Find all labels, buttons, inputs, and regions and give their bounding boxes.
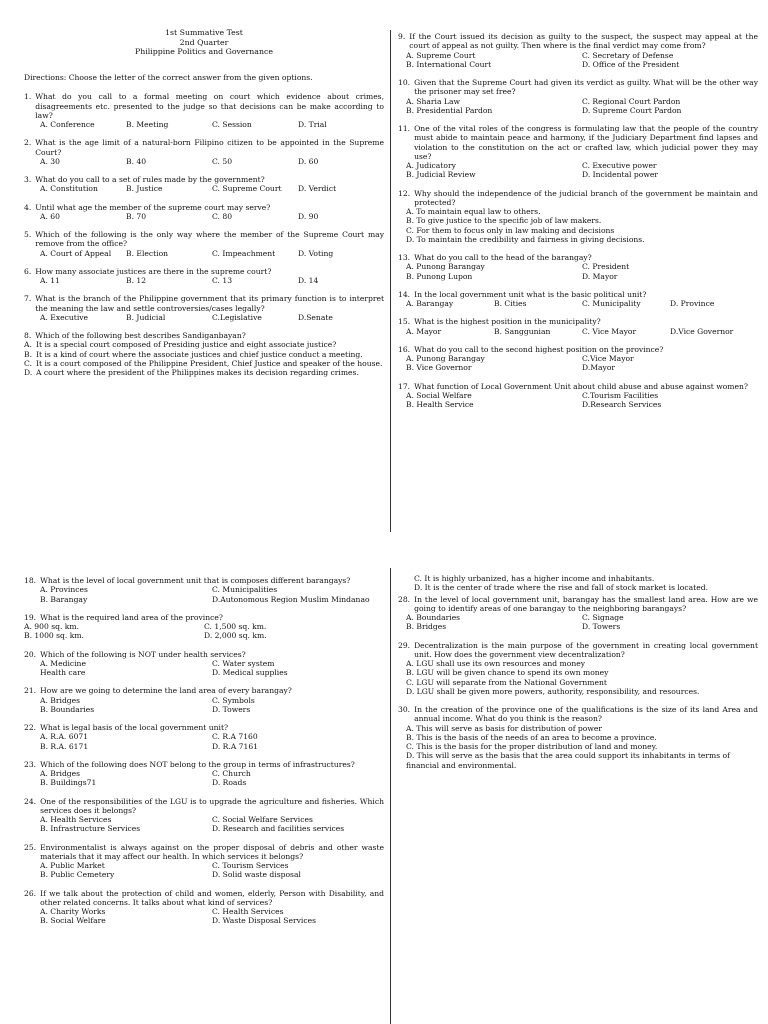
- option-b: B. R.A. 6171: [40, 741, 89, 751]
- option-c: C. Regional Court Pardon: [582, 96, 681, 106]
- option-a: A. Executive: [40, 312, 89, 322]
- option-b: B. Health Service: [406, 400, 474, 409]
- option-b: B. Public Cemetery: [40, 870, 115, 880]
- option-d: D. Voting: [298, 248, 334, 258]
- option-d: D. Province: [670, 299, 715, 308]
- option-a: A. Public Market: [40, 861, 105, 870]
- question-14: [398, 290, 758, 309]
- question-3: [24, 175, 384, 194]
- option-d: D. R.A 7161: [212, 741, 258, 751]
- option-a: A. Bridges: [40, 695, 81, 705]
- question-number: 24.: [24, 796, 37, 806]
- question-number: 23.: [24, 759, 37, 769]
- option-a: A. Bridges: [40, 769, 81, 778]
- option-b: B. Infrastructure Services: [40, 824, 141, 834]
- option-b: B. Sanggunian: [494, 326, 551, 336]
- option-b: B. Judicial Review: [406, 170, 476, 180]
- question-number: 16.: [398, 344, 411, 354]
- question-text: One of the responsibilities of the LGU is to upgrade the agriculture and fisheries. Which services does it belongs?: [40, 796, 384, 815]
- option-c: C.Tourism Facilities: [582, 390, 659, 400]
- question-4: [24, 203, 384, 222]
- question-text: If we talk about the protection of child and women, elderly, Person with Disability, and other related concerns. It talks about what kind of services?: [40, 888, 384, 907]
- question-text: What is the highest position in the municipality?: [414, 317, 601, 327]
- question-text: In the local government unit what is the basic political unit?: [414, 289, 647, 299]
- option-b: B. Election: [126, 248, 169, 258]
- option-a: A. Barangay: [406, 299, 454, 308]
- question-26: [24, 889, 384, 926]
- question-6: [24, 267, 384, 286]
- option-c: C. 13: [212, 276, 233, 286]
- column-divider: [390, 568, 391, 1024]
- question-number: 9.: [398, 32, 406, 41]
- question-text: What do you call to the head of the barangay?: [414, 253, 592, 262]
- question-number: 5.: [24, 230, 32, 240]
- option-a: A. Medicine: [40, 658, 86, 668]
- option-c: C. R.A 7160: [212, 732, 258, 742]
- option-a: A. This will serve as basis for distribution of power: [406, 723, 602, 733]
- question-text: What is the branch of the Philippine government that its primary function is to interpret the meaning the law and settle controversies/cases legally?: [35, 294, 384, 313]
- option-text: It is a court composed of the Philippine President, Chief Justice and speaker of the house.: [36, 358, 383, 368]
- option-c: C. 1,500 sq. km.: [204, 622, 267, 631]
- question-29: [398, 641, 758, 697]
- option-b: B. Judicial: [126, 312, 166, 322]
- option-c: C. Municipality: [582, 299, 641, 308]
- question-number: 8.: [24, 331, 32, 341]
- question-28: [398, 595, 758, 632]
- question-text: What is legal basis of the local government unit?: [40, 723, 229, 732]
- question-number: 18.: [24, 576, 37, 585]
- question-number: 25.: [24, 842, 37, 852]
- option-a: A. Charity Works: [40, 907, 106, 916]
- question-10: [398, 78, 758, 115]
- option-d: D. 2,000 sq. km.: [204, 631, 267, 641]
- option-b: B. LGU will be given chance to spend its own money: [406, 668, 609, 678]
- option-a: A. Mayor: [406, 326, 442, 336]
- right-column: [398, 32, 758, 418]
- question-5: [24, 230, 384, 258]
- option-d: D.Mayor: [582, 363, 616, 373]
- option-d: D. Research and facilities services: [212, 824, 345, 834]
- option-d: D. Towers: [212, 704, 251, 714]
- option-b: [24, 350, 384, 359]
- option-c: C. Church: [212, 769, 251, 778]
- question-number: 10.: [398, 78, 411, 87]
- question-24: [24, 797, 384, 834]
- question-text: Until what age the member of the supreme court may serve?: [35, 202, 271, 212]
- question-text: One of the vital roles of the congress is formulating law that the people of the country must abide to maintain peace and harmony, if the Judiciary Department find lapses and violation to the constitution on the act or crafted law, which judicial power they may use?: [414, 124, 758, 161]
- question-number: 11.: [398, 124, 411, 133]
- option-b: B. International Court: [406, 59, 492, 69]
- question-text: Environmentalist is always against on the proper disposal of debris and other waste materials that it may affect our health. In which services it belongs?: [40, 842, 384, 861]
- question-text: In the level of local government unit, barangay has the smallest land area. How are we going to identify areas of one barangay to the neighboring barangays?: [414, 594, 758, 613]
- left-column: [24, 28, 384, 386]
- option-d: D. To maintain the credibility and fairness in giving decisions.: [406, 234, 645, 244]
- option-a: A. Punong Barangay: [406, 262, 485, 272]
- option-a: A. Social Welfare: [406, 390, 472, 400]
- option-c: C. Session: [212, 120, 252, 130]
- option-a: A. Punong Barangay: [406, 354, 485, 363]
- option-b: Health care: [40, 668, 86, 677]
- option-text: A court where the president of the Philippines makes its decision regarding crimes.: [36, 368, 359, 378]
- question-18: [24, 576, 384, 604]
- option-d: D. LGU shall be given more powers, authority, responsibility, and resources.: [406, 686, 700, 696]
- test-title: 1st Summative Test: [165, 28, 243, 37]
- question-11: [398, 124, 758, 180]
- option-a: A. 30: [40, 156, 60, 166]
- question-text: How many associate justices are there in the supreme court?: [35, 266, 272, 276]
- option-c: C. This is the basis for the proper distribution of land and money.: [406, 742, 658, 751]
- question-27-continued: [398, 574, 758, 593]
- option-b: B. Vice Governor: [406, 363, 472, 373]
- question-number: 19.: [24, 612, 37, 622]
- question-16: [398, 345, 758, 373]
- option-c: C. For them to focus only in law making and decisions: [406, 225, 615, 235]
- question-13: [398, 253, 758, 281]
- option-b: B. 12: [126, 276, 147, 286]
- question-21: [24, 686, 384, 714]
- question-number: 12.: [398, 188, 411, 198]
- option-b: B. To give justice to the specific job of law makers.: [406, 216, 602, 226]
- option-b: B. Bridges: [406, 622, 447, 632]
- subject-label: Philippine Politics and Governance: [135, 47, 273, 57]
- option-b: B. This is the basis of the needs of an area to become a province.: [406, 732, 657, 742]
- option-a: A. Conference: [40, 120, 95, 130]
- question-text: Which of the following is NOT under health services?: [40, 649, 246, 659]
- question-number: 7.: [24, 294, 32, 304]
- question-7: [24, 294, 384, 322]
- option-b: B. Buildings71: [40, 778, 97, 788]
- question-9: [398, 32, 758, 69]
- option-c: C.Vice Mayor: [582, 354, 634, 363]
- option-d: D.Senate: [298, 312, 333, 322]
- option-a: A. Boundaries: [406, 613, 461, 622]
- question-number: 17.: [398, 381, 411, 391]
- question-text: What is the required land area of the province?: [40, 612, 223, 622]
- question-17: [398, 382, 758, 410]
- question-text: What is the age limit of a natural-born Filipino citizen to be appointed in the Supreme Court?: [35, 138, 384, 157]
- option-a: A. Constitution: [40, 184, 98, 194]
- option-a: A. LGU shall use its own resources and money: [406, 659, 585, 668]
- option-a: A. Health Services: [40, 815, 112, 824]
- option-c: C. Impeachment: [212, 248, 276, 258]
- option-letter: D.: [24, 368, 33, 378]
- option-c: C. 80: [212, 211, 233, 221]
- option-c: C. Signage: [582, 613, 624, 622]
- option-a: [24, 340, 384, 349]
- option-d: D. Mayor: [582, 271, 618, 281]
- question-22: [24, 723, 384, 751]
- option-c: C. Municipalities: [212, 585, 278, 595]
- question-text: Decentralization is the main purpose of the government in creating local government unit. How does the government view decentralization?: [414, 640, 758, 659]
- question-number: 15.: [398, 317, 411, 327]
- question-number: 13.: [398, 253, 411, 262]
- option-b: B. Barangay: [40, 594, 88, 604]
- question-30: [398, 705, 758, 770]
- test-header: [24, 28, 384, 57]
- question-number: 4.: [24, 202, 32, 212]
- option-c: C.Legislative: [212, 312, 262, 322]
- option-d: D. Supreme Court Pardon: [582, 105, 682, 115]
- option-c: C. Tourism Services: [212, 861, 289, 870]
- option-d: D.Research Services: [582, 400, 662, 409]
- question-text: What do you call to a set of rules made by the government?: [35, 175, 265, 185]
- page-2: [0, 512, 768, 1024]
- question-text: Which of the following best describes Sandiganbayan?: [35, 331, 246, 341]
- option-text: It is a kind of court where the associate justices and chief justice conduct a meeting.: [36, 349, 363, 359]
- question-number: 3.: [24, 175, 32, 185]
- option-d: D. Towers: [582, 622, 621, 632]
- option-a: A. 60: [40, 211, 60, 221]
- question-text: In the creation of the province one of the qualifications is the size of its land Area and annual income. What do you think is the reason?: [414, 705, 758, 724]
- question-text: Why should the independence of the judicial branch of the government be maintain and protected?: [414, 188, 758, 207]
- left-column: [24, 576, 384, 935]
- option-c: C. Secretary of Defense: [582, 50, 674, 60]
- option-d: D. Waste Disposal Services: [212, 916, 316, 926]
- directions: Directions: Choose the letter of the correct answer from the given options.: [24, 73, 313, 83]
- option-d: D. 90: [298, 211, 319, 221]
- option-a: A. Judicatory: [406, 161, 456, 170]
- question-number: 26.: [24, 888, 37, 898]
- question-15: [398, 317, 758, 336]
- option-b: B. 40: [126, 156, 147, 166]
- option-b: B. Punong Lupon: [406, 271, 473, 281]
- question-number: 28.: [398, 594, 411, 604]
- option-d: D. 14: [298, 276, 319, 286]
- option-b: B. Cities: [494, 299, 527, 308]
- option-a: A. Sharia Law: [406, 96, 461, 106]
- option-d: D. Verdict: [298, 184, 337, 194]
- option-b: B. Boundaries: [40, 704, 95, 714]
- option-c: [24, 359, 384, 368]
- question-19: [24, 613, 384, 641]
- question-text: Which of the following does NOT belong to the group in terms of infrastructures?: [40, 759, 355, 769]
- option-text: It is a special court composed of Presiding justice and eight associate justice?: [36, 340, 337, 350]
- question-text: If the Court issued its decision as guilty to the suspect, the suspect may appeal at the court of appeal as not guilty. Then where is the final verdict may come from?: [409, 32, 758, 51]
- option-c: C. Social Welfare Services: [212, 815, 313, 824]
- question-text: Given that the Supreme Court had given its verdict as guilty. What will be the other way the prisoner may set free?: [414, 78, 758, 97]
- question-text: What do you call to a formal meeting on court which evidence about crimes, disagreements etc. presented to the judge so that decisions can be make according to law?: [35, 92, 384, 120]
- question-number: 1.: [24, 92, 32, 102]
- option-a: A. To maintain equal law to others.: [406, 207, 541, 216]
- question-20: [24, 650, 384, 678]
- question-25: [24, 843, 384, 880]
- question-number: 2.: [24, 138, 32, 148]
- option-c: C. It is highly urbanized, has a higher income and inhabitants.: [414, 574, 655, 583]
- question-text: How are we going to determine the land area of every barangay?: [40, 686, 292, 696]
- right-column: [398, 574, 758, 779]
- option-b: B. 70: [126, 211, 147, 221]
- option-letter: B.: [24, 349, 32, 359]
- option-d: D. Solid waste disposal: [212, 870, 301, 880]
- option-letter: C.: [24, 358, 32, 368]
- question-2: [24, 138, 384, 166]
- option-d: D. Medical supplies: [212, 668, 288, 677]
- option-a: A. Court of Appeal: [40, 248, 112, 258]
- question-number: 14.: [398, 289, 411, 299]
- option-d: D. Trial: [298, 120, 327, 130]
- option-c: C. 50: [212, 156, 233, 166]
- option-d: D. It is the center of trade where the rise and fall of stock market is located.: [414, 583, 708, 593]
- option-c: C. President: [582, 262, 630, 272]
- option-d: D.Vice Governor: [670, 326, 734, 336]
- option-d: D. 60: [298, 156, 319, 166]
- question-number: 20.: [24, 649, 37, 659]
- option-c: C. Symbols: [212, 695, 255, 705]
- option-c: C. Water system: [212, 658, 275, 668]
- option-b: B. 1000 sq. km.: [24, 631, 84, 641]
- option-b: B. Social Welfare: [40, 916, 106, 926]
- option-d: D. Office of the President: [582, 59, 680, 69]
- option-letter: A.: [24, 340, 32, 350]
- quarter-label: 2nd Quarter: [179, 37, 229, 47]
- question-number: 29.: [398, 640, 411, 650]
- option-d: D. Roads: [212, 778, 247, 788]
- option-c: C. LGU will separate from the National Government: [406, 677, 607, 687]
- question-number: 21.: [24, 686, 37, 696]
- option-c: C. Vice Mayor: [582, 326, 637, 336]
- question-number: 30.: [398, 705, 411, 714]
- question-text: Which of the following is the only way where the member of the Supreme Court may remove from the office?: [35, 230, 384, 249]
- option-d: [24, 368, 384, 377]
- question-text: What function of Local Government Unit about child abuse and abuse against women?: [414, 381, 748, 391]
- option-a: A. Supreme Court: [406, 50, 476, 60]
- question-12: [398, 189, 758, 245]
- option-b: B. Justice: [126, 184, 163, 194]
- option-a: A. R.A. 6071: [40, 732, 89, 742]
- option-a: A. 11: [40, 276, 60, 286]
- option-c: C. Executive power: [582, 161, 657, 170]
- option-d: D.Autonomous Region Muslim Mindanao: [212, 594, 370, 604]
- option-a: A. Provinces: [40, 585, 88, 595]
- option-b: B. Meeting: [126, 120, 169, 130]
- option-c: C. Supreme Court: [212, 184, 282, 194]
- question-23: [24, 760, 384, 788]
- column-divider: [390, 30, 391, 532]
- question-text: What is the level of local government unit that is composes different barangays?: [40, 576, 351, 585]
- question-number: 22.: [24, 723, 37, 732]
- question-number: 6.: [24, 266, 32, 276]
- option-d: D. Incidental power: [582, 170, 658, 180]
- option-d: D. This will serve as the basis that the area could support its inhabitants in terms of financial and environmental.: [406, 751, 730, 770]
- option-b: B. Presidential Pardon: [406, 105, 493, 115]
- question-1: [24, 92, 384, 129]
- option-a: A. 900 sq. km.: [24, 622, 80, 631]
- question-text: What do you call to the second highest position on the province?: [414, 344, 664, 354]
- question-8: [24, 331, 384, 377]
- option-c: C. Health Services: [212, 907, 284, 916]
